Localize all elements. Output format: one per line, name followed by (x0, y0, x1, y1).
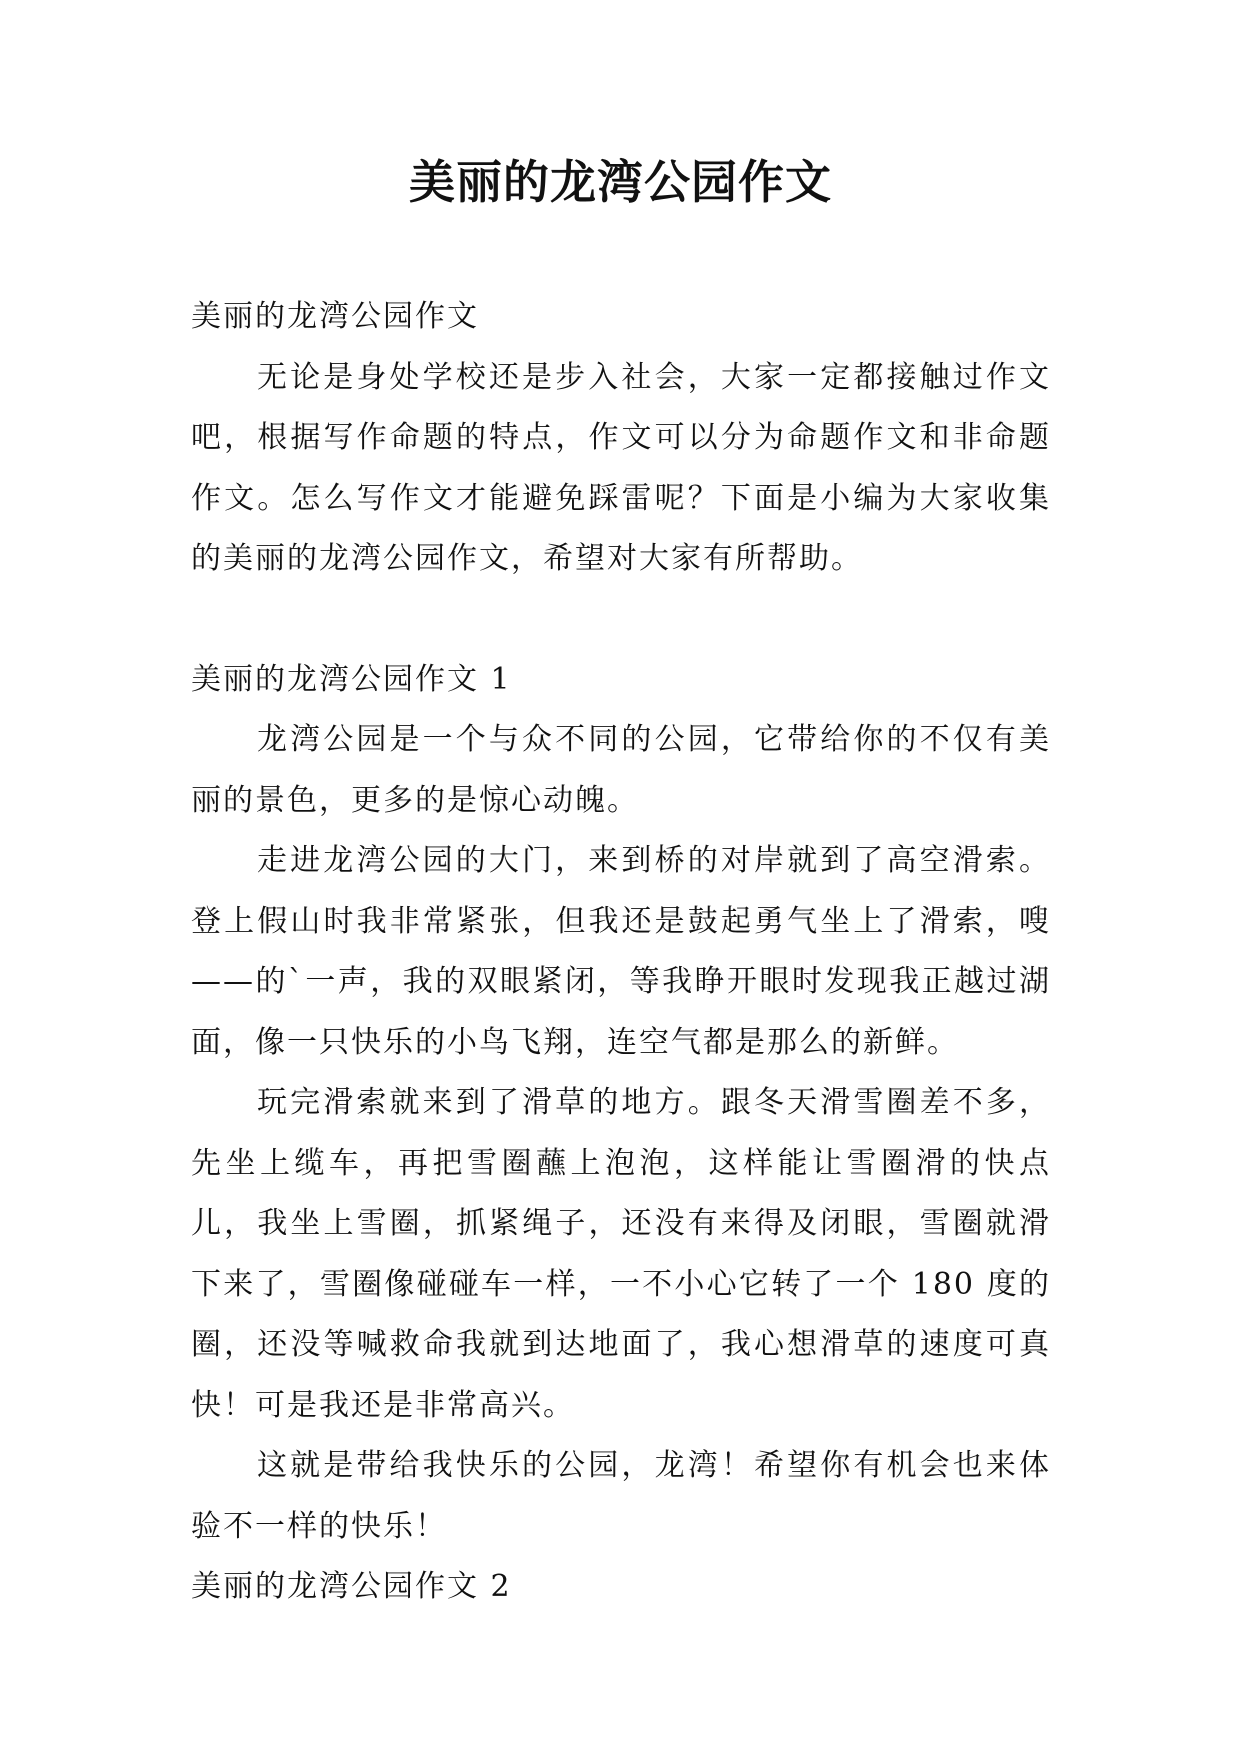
essay-1-paragraph-3: 玩完滑索就来到了滑草的地方。跟冬天滑雪圈差不多，先坐上缆车，再把雪圈蘸上泡泡，这样能让雪圈滑的快点儿，我坐上雪圈，抓紧绳子，还没有来得及闭眼，雪圈就滑下来了，雪圈像碰碰车一样，一不小心它转了一个 180 度的圈，还没等喊救命我就到达地面了，我心想滑草的速度可真快！可是我还是非常高兴。 (191, 1085, 1051, 1423)
essay-1-paragraph-1: 龙湾公园是一个与众不同的公园，它带给你的不仅有美丽的景色，更多的是惊心动魄。 (191, 722, 1051, 818)
essay-1-heading: 美丽的龙湾公园作文 1 (191, 661, 512, 697)
section-spacer (191, 590, 1051, 650)
document-title: 美丽的龙湾公园作文 (409, 155, 832, 209)
essay-1-paragraph-4: 这就是带给我快乐的公园，龙湾！希望你有机会也来体验不一样的快乐！ (191, 1448, 1051, 1544)
essay-1-paragraph-2: 走进龙湾公园的大门，来到桥的对岸就到了高空滑索。登上假山时我非常紧张，但我还是鼓起勇气坐上了滑索，嗖——的`一声，我的双眼紧闭，等我睁开眼时发现我正越过湖面，像一只快乐的小鸟飞翔，连空气都是那么的新鲜。 (191, 843, 1051, 1060)
document-body (191, 287, 1051, 1618)
essay-2-heading: 美丽的龙湾公园作文 2 (191, 1569, 512, 1604)
intro-paragraph: 无论是身处学校还是步入社会，大家一定都接触过作文吧，根据写作命题的特点，作文可以分为命题作文和非命题作文。怎么写作文才能避免踩雷呢？下面是小编为大家收集的美丽的龙湾公园作文，希望对大家有所帮助。 (191, 359, 1051, 576)
intro-heading: 美丽的龙湾公园作文 (191, 299, 479, 334)
